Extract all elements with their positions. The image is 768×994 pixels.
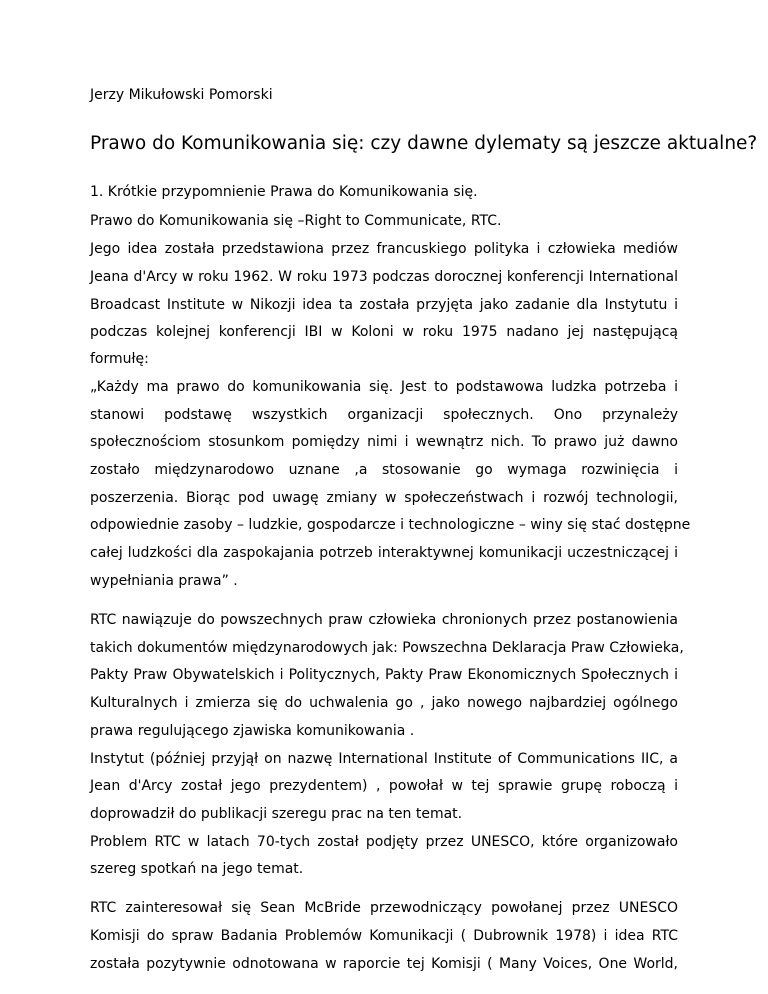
text-line: Jean d'Arcy został jego prezydentem) , powołał w tej sprawie grupę roboczą i [90,778,678,794]
text-line: wypełniania prawa” . [90,573,238,589]
text-line: „Każdy ma prawo do komunikowania się. Jest to podstawowa ludzka potrzeba i [90,379,678,395]
text-line: odpowiednie zasoby – ludzkie, gospodarcze i technologiczne – winy się stać dostępne [90,517,691,533]
text-line: Instytut (później przyjął on nazwę International Institute of Communications IIC, a [90,751,678,767]
text-line: Prawo do Komunikowania się –Right to Communicate, RTC. [90,213,502,229]
text-line: podczas kolejnej konferencji IBI w Koloni w roku 1975 nadano jej następującą [90,324,678,340]
text-line: stanowi podstawę wszystkich organizacji społecznych. Ono przynależy [90,407,678,423]
text-line: poszerzenia. Biorąc pod uwagę zmiany w społeczeństwach i rozwój technologii, [90,490,678,506]
text-line: RTC nawiązuje do powszechnych praw człowieka chronionych przez postanowienia [90,612,678,628]
text-line: całej ludzkości dla zaspokajania potrzeb interaktywnej komunikacji uczestniczącej i [90,545,678,561]
text-line: Jego idea została przedstawiona przez francuskiego polityka i człowieka mediów [90,241,678,257]
text-line: Broadcast Institute w Nikozji idea ta została przyjęta jako zadanie dla Instytutu i [90,297,678,313]
author-name: Jerzy Mikułowski Pomorski [90,87,273,103]
text-line: RTC zainteresował się Sean McBride przewodniczący powołanej przez UNESCO [90,900,678,916]
text-line: Kulturalnych i zmierza się do uchwalenia go , jako nowego najbardziej ogólnego [90,695,678,711]
text-line: Problem RTC w latach 70-tych został podjęty przez UNESCO, które organizowało [90,834,678,850]
text-line: społecznościom stosunkom pomiędzy nimi i wewnątrz nich. To prawo już dawno [90,434,678,450]
text-line: doprowadził do publikacji szeregu prac na ten temat. [90,806,463,822]
text-line: Pakty Praw Obywatelskich i Politycznych, Pakty Praw Ekonomicznych Społecznych i [90,667,678,683]
text-line: Jeana d'Arcy w roku 1962. W roku 1973 podczas dorocznej konferencji International [90,269,678,285]
text-line: została pozytywnie odnotowana w raporcie tej Komisji ( Many Voices, One World, [90,956,678,972]
text-line: 1. Krótkie przypomnienie Prawa do Komunikowania się. [90,184,478,200]
text-line: zostało międzynarodowo uznane ,a stosowanie go wymaga rozwinięcia i [90,462,678,478]
text-line: prawa regulującego zjawiska komunikowania . [90,723,415,739]
text-line: szereg spotkań na jego temat. [90,861,304,877]
text-line: formułę: [90,351,149,367]
text-line: Komisji do spraw Badania Problemów Komunikacji ( Dubrownik 1978) i idea RTC [90,928,678,944]
text-line: takich dokumentów międzynarodowych jak: Powszechna Deklaracja Praw Człowieka, [90,640,684,656]
document-title: Prawo do Komunikowania się: czy dawne dylematy są jeszcze aktualne? [90,133,758,154]
